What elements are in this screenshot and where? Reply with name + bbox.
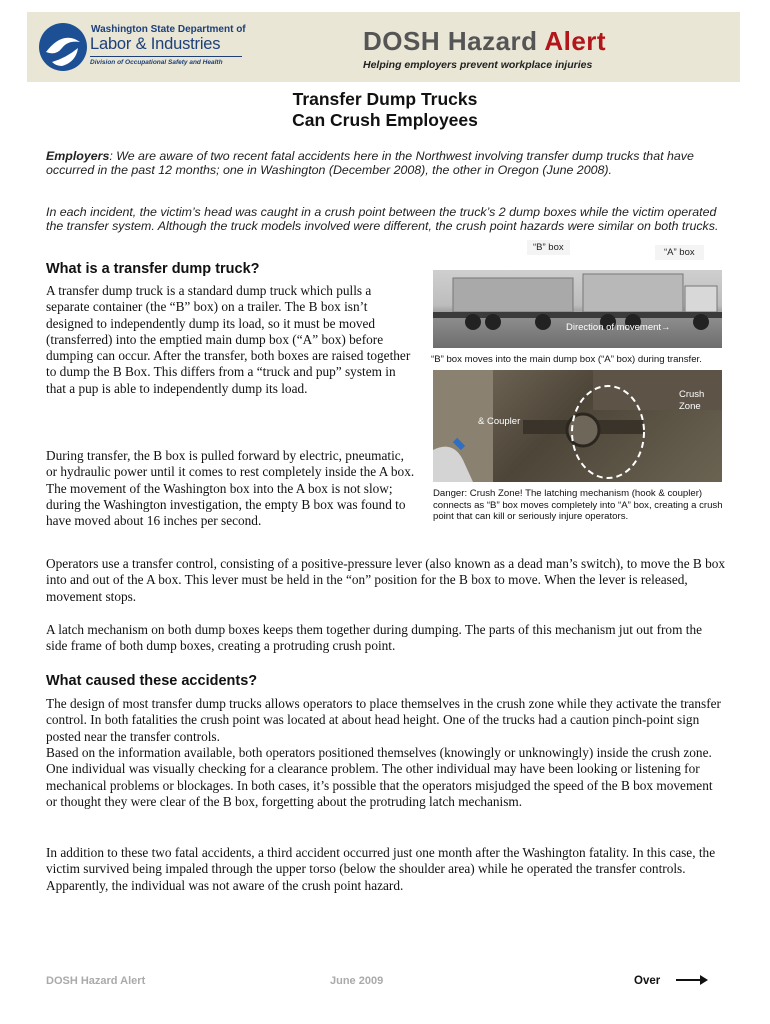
section1-paragraph-4: A latch mechanism on both dump boxes keeps them together during dumping. The parts of this mechanism jut out from the side frame of both dump boxes, creating a protruding crush point. <box>46 622 702 654</box>
section1-paragraph-2: During transfer, the B box is pulled forward by electric, pneumatic, or hydraulic power until it comes to rest completely inside the A box. The movement of the Washington box into the A box is not slow; during the Washington investigation, the empty B box was found to have moved about 16 inches per second. <box>46 448 415 529</box>
section1-paragraph-1: A transfer dump truck is a standard dump truck which pulls a separate container (the “B” box) on a trailer. The B box isn’t designed to independently dump its load, so it must be moved (transferred) into the emptied main dump box (“A” box) before dumping can occur. After the transfer, both boxes are raised together to dump the B Box. This differs from a “truck and pup” system in that a pup is able to independently dump its load. <box>46 283 411 396</box>
intro-p1-text: : We are aware of two recent fatal accidents here in the Northwest involving transfer dump trucks that have occurred in the past 12 months; one in Washington (December 2008), the other in Oregon (June 2008). <box>46 149 694 177</box>
crush-zone-label <box>679 389 704 413</box>
brand-alert: Alert <box>544 26 607 56</box>
agency-divider <box>90 56 242 57</box>
section2-paragraph-1: The design of most transfer dump trucks allows operators to place themselves in the crush zone while they activate the transfer control. In both fatalities the crush point was located at about head height. One of the trucks had a caution pinch-point sign posted near the transfer controls. <box>46 696 721 744</box>
section2-heading: What caused these accidents? <box>46 673 258 689</box>
direction-text: Direction of movement <box>566 322 662 333</box>
title-line2: Can Crush Employees <box>292 110 478 130</box>
crush-zone-photo <box>433 370 722 482</box>
title-line1: Transfer Dump Trucks <box>292 89 478 109</box>
truck-illustration-icon <box>433 270 722 348</box>
footer-over-label: Over <box>634 975 661 987</box>
arrow-right-icon <box>676 973 708 987</box>
agency-name-line2: Labor & Industries <box>90 35 221 53</box>
section2-paragraph-2: Based on the information available, both operators positioned themselves (knowingly or unknowingly) inside the crush zone. One individual was visually checking for a clearance problem. The other individual may have been looking or listening for mechanical problems or blockages. In both cases, it’s possible that the operators misjudged the speed of the B box movement or thought they were clear of the B box, forgetting about the protruding latch mechanism. <box>46 745 713 809</box>
intro-paragraph-2: In each incident, the victim’s head was caught in a crush point between the truck’s 2 dump boxes while the victim operated the transfer system. Although the truck models involved were different, the crush point hazards were similar on both trucks. <box>46 205 719 233</box>
intro-paragraph-1 <box>46 149 736 177</box>
section1-heading: What is a transfer dump truck? <box>46 261 260 277</box>
intro-lead: Employers <box>46 149 110 163</box>
crush-zone-illustration-icon <box>433 370 722 482</box>
brand-prefix: DOSH Hazard <box>363 26 538 56</box>
direction-label <box>566 322 671 333</box>
lni-logo-icon <box>38 22 88 72</box>
footer-publication: DOSH Hazard Alert <box>46 975 146 987</box>
agency-name-line1: Washington State Department of <box>91 24 246 35</box>
photo1-caption: “B” box moves into the main dump box (“A” box) during transfer. <box>431 354 702 365</box>
a-box-label: “A” box <box>655 245 704 260</box>
brand-title <box>363 26 606 57</box>
header-banner <box>27 12 740 82</box>
footer-date: June 2009 <box>330 975 384 987</box>
transfer-truck-photo <box>433 270 722 348</box>
brand-tagline: Helping employers prevent workplace injuries <box>363 59 593 71</box>
section1-paragraph-3: Operators use a transfer control, consisting of a positive-pressure lever (also known as a dead man’s switch), to move the B box into and out of the A box. This lever must be held in the “on” position for the B box to move. When the lever is released, movement stops. <box>46 556 726 604</box>
page-title <box>0 89 770 131</box>
crush-zone-line2: Zone <box>679 401 701 412</box>
coupler-label: & Coupler <box>478 416 521 427</box>
photo2-caption: Danger: Crush Zone! The latching mechanism (hook & coupler) connects as “B” box moves completely into “A” box, creating a crush point that can kill or seriously injure operators. <box>433 488 723 523</box>
b-box-label: “B” box <box>527 240 570 255</box>
crush-zone-line1: Crush <box>679 389 705 400</box>
arrow-right-icon: → <box>661 322 671 333</box>
agency-division: Division of Occupational Safety and Health <box>90 59 223 66</box>
section2-paragraph-3: In addition to these two fatal accidents, a third accident occurred just one month after the Washington fatality. In this case, the victim survived being impaled through the upper torso (below the shoulder area) while he operated the transfer controls. Apparently, the individual was not aware of the crush point hazard. <box>46 845 716 893</box>
